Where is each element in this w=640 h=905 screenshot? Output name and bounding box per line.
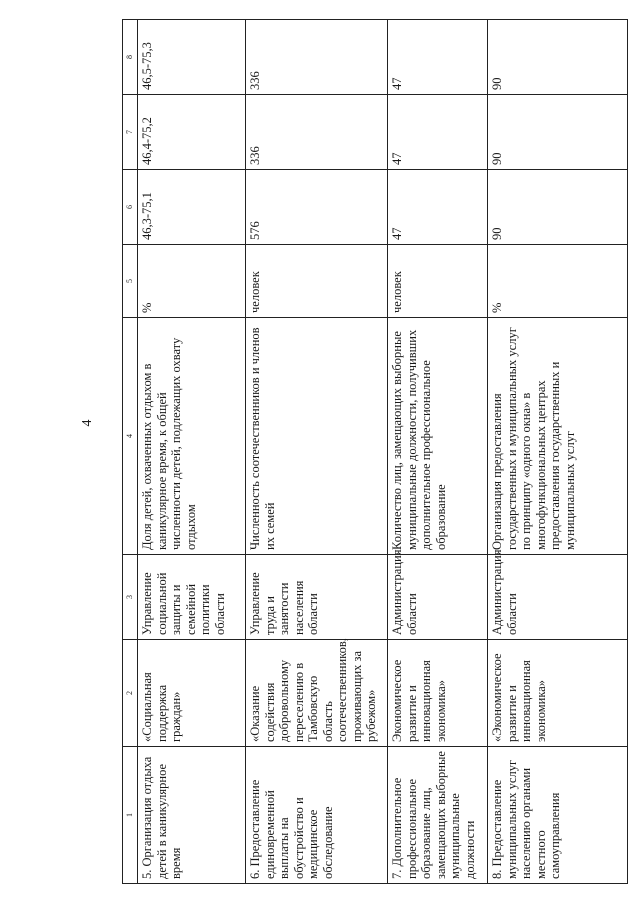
program-cell: «Социальная поддержка граждан» [138, 640, 246, 747]
unit-cell: человек [388, 245, 488, 318]
value-cell: 576 [246, 170, 388, 245]
authority-cell: Управление социальной защиты и семейной политики области [138, 555, 246, 640]
column-number: 8 [123, 20, 138, 95]
indicator-cell: Количество лиц, замещающих выборные муниципальные должности, получивших дополнительное профессиональное образование [388, 318, 488, 555]
value-cell: 47 [388, 170, 488, 245]
service-name-cell: 8. Предоставление муниципальных услуг населению органами местного самоуправления [488, 747, 628, 884]
column-number: 6 [123, 170, 138, 245]
value-cell: 90 [488, 95, 628, 170]
rotated-table-wrapper [122, 20, 628, 884]
indicators-table [122, 19, 628, 884]
value-cell: 90 [488, 20, 628, 95]
column-number: 4 [123, 318, 138, 555]
service-name-cell: 7. Дополнительное профессиональное образование лиц, замещающих выборные муниципальные должности [388, 747, 488, 884]
value-cell: 47 [388, 95, 488, 170]
table-row [138, 20, 246, 884]
table-row [388, 20, 488, 884]
column-number: 3 [123, 555, 138, 640]
value-cell: 46,4-75,2 [138, 95, 246, 170]
page-number: 4 [80, 419, 95, 427]
authority-cell: Администрация области [488, 555, 628, 640]
indicator-cell: Доля детей, охваченных отдыхом в каникулярное время, к общей численности детей, подлежащих охвату отдыхом [138, 318, 246, 555]
value-cell: 90 [488, 170, 628, 245]
value-cell: 47 [388, 20, 488, 95]
table-row [488, 20, 628, 884]
column-number: 2 [123, 640, 138, 747]
unit-cell: % [488, 245, 628, 318]
unit-cell: % [138, 245, 246, 318]
indicator-cell: Организация предоставления государственных и муниципальных услуг по принципу «одного окна» в многофункциональных центрах предоставления государственных и муниципальных услуг [488, 318, 628, 555]
unit-cell: человек [246, 245, 388, 318]
table-row [246, 20, 388, 884]
column-number: 7 [123, 95, 138, 170]
service-name-cell: 6. Предоставление единовременной выплаты на обустройство и медицинское обследование [246, 747, 388, 884]
column-number: 1 [123, 747, 138, 884]
value-cell: 46,5-75,3 [138, 20, 246, 95]
program-cell: «Оказание содействия добровольному переселению в Тамбовскую область соотечественников, проживающих за рубежом» [246, 640, 388, 747]
value-cell: 46,3-75,1 [138, 170, 246, 245]
value-cell: 336 [246, 20, 388, 95]
value-cell: 336 [246, 95, 388, 170]
authority-cell: Управление труда и занятости населения области [246, 555, 388, 640]
program-cell: «Экономическое развитие и инновационная экономика» [488, 640, 628, 747]
table-header-row [123, 20, 138, 884]
program-cell: Экономическое развитие и инновационная экономика» [388, 640, 488, 747]
column-number: 5 [123, 245, 138, 318]
service-name-cell: 5. Организация отдыха детей в каникулярное время [138, 747, 246, 884]
authority-cell: Администрация области [388, 555, 488, 640]
indicator-cell: Численность соотечественников и членов их семей [246, 318, 388, 555]
